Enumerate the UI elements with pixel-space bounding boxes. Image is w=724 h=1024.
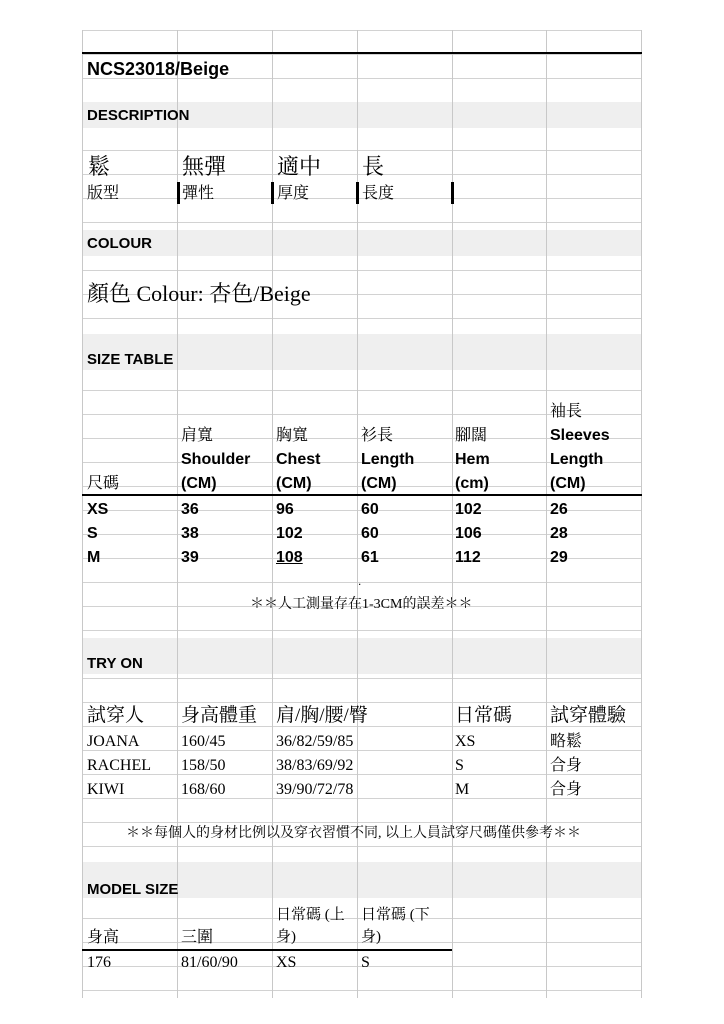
sleeves-en-2: Length — [550, 451, 604, 468]
size-cell: 60 — [361, 525, 379, 542]
size-column-label: 尺碼 — [87, 475, 120, 492]
try-on-cell: 合身 — [550, 781, 583, 798]
chest-unit: (CM) — [276, 475, 312, 492]
shoulder-en: Shoulder — [181, 451, 251, 468]
try-on-cell: 160/45 — [181, 733, 226, 750]
size-cell: 28 — [550, 525, 568, 542]
length-unit: (CM) — [361, 475, 397, 492]
hem-en: Hem — [455, 451, 490, 468]
try-on-cell: 36/82/59/85 — [276, 733, 354, 750]
model-size-value: 176 — [87, 954, 111, 971]
try-on-header: 試穿人 — [87, 705, 145, 726]
try-on-header: 身高體重 — [181, 705, 258, 726]
size-cell: 60 — [361, 501, 379, 518]
attr-value-stretch: 無彈 — [182, 154, 227, 179]
sleeves-unit: (CM) — [550, 475, 586, 492]
attribute-divider — [451, 182, 454, 204]
size-cell: S — [87, 525, 98, 542]
shoulder-zh: 肩寬 — [181, 427, 214, 444]
description-heading: DESCRIPTION — [87, 107, 190, 124]
colour-text: 顏色 Colour: 杏色/Beige — [87, 281, 311, 306]
chest-en: Chest — [276, 451, 321, 468]
grid-line — [177, 30, 178, 998]
size-cell: 108 — [276, 549, 303, 566]
length-zh: 衫長 — [361, 427, 394, 444]
model-size-header-bottom-1: 日常碼 (下 — [361, 907, 430, 923]
model-size-header-measurements: 三圍 — [181, 929, 214, 946]
try-on-cell: 39/90/72/78 — [276, 781, 354, 798]
try-on-cell: KIWI — [87, 781, 125, 798]
top-rule — [82, 52, 642, 54]
attr-label-fit: 版型 — [87, 185, 120, 202]
grid-line — [641, 30, 642, 998]
grid-line — [357, 30, 358, 998]
grid-line — [82, 30, 83, 998]
size-cell: 102 — [455, 501, 482, 518]
colour-band — [82, 230, 642, 256]
grid-line — [272, 30, 273, 998]
try-on-note: ＊＊每個人的身材比例以及穿衣習慣不同, 以上人員試穿尺碼僅供參考＊＊ — [126, 826, 581, 841]
grid-line — [452, 30, 453, 998]
try-on-cell: RACHEL — [87, 757, 151, 774]
attr-label-length: 長度 — [362, 185, 395, 202]
size-cell: 112 — [455, 549, 481, 566]
try-on-cell: XS — [455, 733, 476, 750]
try-on-header: 試穿體驗 — [550, 705, 627, 726]
grid-line — [546, 30, 547, 998]
try-on-cell: 38/83/69/92 — [276, 757, 354, 774]
size-cell: M — [87, 549, 101, 566]
attr-label-stretch: 彈性 — [182, 185, 215, 202]
product-code: NCS23018/Beige — [87, 59, 230, 79]
model-size-header-height: 身高 — [87, 929, 120, 946]
size-cell: XS — [87, 501, 109, 518]
length-en: Length — [361, 451, 415, 468]
size-chart-sheet — [82, 30, 642, 998]
try-on-heading: TRY ON — [87, 655, 143, 672]
attribute-divider — [356, 182, 359, 204]
model-size-header-top-1: 日常碼 (上 — [276, 907, 345, 923]
sleeves-en: Sleeves — [550, 427, 610, 444]
hem-zh: 腳闊 — [455, 427, 488, 444]
try-on-cell: M — [455, 781, 470, 798]
size-cell: 61 — [361, 549, 379, 566]
stray-dot: . — [358, 574, 362, 588]
try-on-band — [82, 638, 642, 674]
size-cell: 36 — [181, 501, 199, 518]
try-on-header: 日常碼 — [455, 705, 513, 726]
model-size-rule — [82, 949, 452, 951]
model-size-value: XS — [276, 954, 297, 971]
try-on-cell: 168/60 — [181, 781, 226, 798]
attr-value-thickness: 適中 — [277, 154, 322, 179]
hem-unit: (cm) — [455, 475, 489, 492]
size-cell: 38 — [181, 525, 199, 542]
try-on-header: 肩/胸/腰/臀 — [276, 705, 368, 726]
model-size-value: 81/60/90 — [181, 954, 238, 971]
size-cell: 26 — [550, 501, 568, 518]
model-size-header-top-2: 身) — [276, 929, 296, 945]
size-header-rule — [82, 494, 642, 496]
try-on-cell: 合身 — [550, 757, 583, 774]
size-cell: 29 — [550, 549, 568, 566]
try-on-cell: 略鬆 — [550, 733, 583, 750]
size-cell: 102 — [276, 525, 303, 542]
try-on-cell: 158/50 — [181, 757, 226, 774]
model-size-header-bottom-2: 身) — [361, 929, 381, 945]
colour-heading: COLOUR — [87, 235, 152, 252]
model-size-value: S — [361, 954, 370, 971]
try-on-cell: JOANA — [87, 733, 140, 750]
size-cell: 39 — [181, 549, 199, 566]
attr-value-length: 長 — [362, 154, 385, 179]
attribute-divider — [271, 182, 274, 204]
measurement-note: ＊＊人工測量存在1-3CM的誤差＊＊ — [250, 597, 473, 612]
attr-value-fit: 鬆 — [88, 154, 111, 179]
attribute-divider — [177, 182, 180, 204]
size-table-heading: SIZE TABLE — [87, 351, 174, 368]
size-cell: 106 — [455, 525, 482, 542]
sleeves-zh: 袖長 — [550, 403, 583, 420]
try-on-cell: S — [455, 757, 464, 774]
size-cell: 96 — [276, 501, 294, 518]
chest-zh: 胸寬 — [276, 427, 309, 444]
model-size-heading: MODEL SIZE — [87, 881, 179, 898]
shoulder-unit: (CM) — [181, 475, 217, 492]
attr-label-thickness: 厚度 — [277, 185, 310, 202]
